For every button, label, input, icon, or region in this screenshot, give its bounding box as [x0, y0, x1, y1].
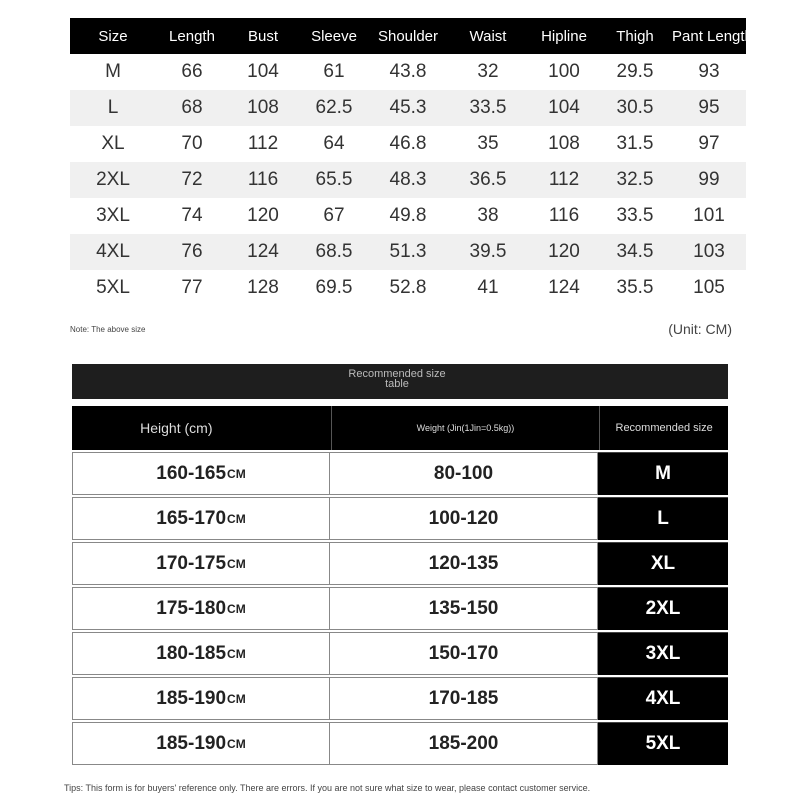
- table-cell: 104: [247, 61, 279, 82]
- size-chart-header: [70, 18, 753, 54]
- table-cell: 124: [247, 241, 279, 262]
- table-row: [70, 162, 746, 198]
- unit-label: (Unit: CM): [668, 321, 732, 337]
- recommended-size-cell: 3XL: [598, 632, 728, 675]
- table-row: [70, 198, 746, 234]
- table-cell: 33.5: [469, 97, 507, 118]
- header-size: Size: [98, 27, 128, 45]
- table-cell: 4XL: [96, 241, 130, 262]
- table-cell: 77: [181, 277, 203, 298]
- table-cell: 52.8: [389, 277, 427, 298]
- header-bust: Bust: [247, 27, 278, 45]
- height-unit: CM: [227, 736, 246, 751]
- height-unit: CM: [227, 556, 246, 571]
- table-row: [70, 234, 746, 270]
- tips-text: Tips: This form is for buyers' reference only. There are errors. If you are not sure what size to wear, please contact customer service.: [64, 783, 591, 793]
- header-thigh: Thigh: [616, 27, 654, 45]
- table-row: [70, 90, 746, 126]
- size-note: Note: The above size: [70, 325, 146, 334]
- table-row: [70, 270, 746, 306]
- height-value: 180-185: [156, 642, 227, 664]
- header-sleeve: Sleeve: [311, 27, 357, 45]
- height-unit: CM: [227, 511, 246, 526]
- height-unit: CM: [227, 601, 246, 616]
- height-cell: [72, 722, 330, 765]
- table-cell: 43.8: [389, 61, 427, 82]
- recommended-size-cell: L: [598, 497, 728, 540]
- table-cell: 61: [323, 61, 345, 82]
- size-chart-table: [70, 18, 753, 306]
- table-cell: 120: [548, 241, 580, 262]
- table-cell: 49.8: [389, 205, 427, 226]
- weight-cell: 120-135: [330, 542, 598, 585]
- height-value: 160-165: [156, 462, 227, 484]
- weight-cell: 80-100: [330, 452, 598, 495]
- table-cell: 108: [548, 133, 580, 154]
- recommended-header: [72, 406, 728, 450]
- header-waist: Waist: [469, 27, 507, 45]
- table-cell: 65.5: [315, 169, 353, 190]
- header-pant-length: Pant Length: [672, 27, 753, 45]
- table-cell: 29.5: [616, 61, 654, 82]
- table-cell: XL: [101, 133, 125, 154]
- table-cell: 66: [181, 61, 203, 82]
- table-cell: 33.5: [616, 205, 654, 226]
- table-cell: 45.3: [389, 97, 427, 118]
- recommended-size-cell: 5XL: [598, 722, 728, 765]
- weight-cell: 185-200: [330, 722, 598, 765]
- table-cell: 32.5: [616, 169, 654, 190]
- height-value: 175-180: [156, 597, 227, 619]
- height-value: 185-190: [156, 732, 227, 754]
- recommended-banner-title: Recommended size table: [348, 368, 446, 390]
- weight-cell: 150-170: [330, 632, 598, 675]
- table-cell: 69.5: [315, 277, 353, 298]
- table-cell: 64: [323, 133, 345, 154]
- height-unit: CM: [227, 646, 246, 661]
- table-cell: 2XL: [96, 169, 130, 190]
- header-height: Height (cm): [72, 406, 332, 450]
- table-cell: 104: [548, 97, 580, 118]
- recommended-row: [72, 722, 728, 765]
- table-cell: 120: [247, 205, 279, 226]
- table-cell: 38: [477, 205, 499, 226]
- height-value: 185-190: [156, 687, 227, 709]
- recommended-size-cell: 4XL: [598, 677, 728, 720]
- table-cell: 68.5: [315, 241, 353, 262]
- weight-cell: 100-120: [330, 497, 598, 540]
- recommended-size-table: [72, 406, 728, 765]
- table-cell: 3XL: [96, 205, 130, 226]
- table-cell: 41: [477, 277, 499, 298]
- table-cell: 39.5: [469, 241, 507, 262]
- header-hipline: Hipline: [541, 27, 587, 45]
- table-cell: 103: [693, 241, 725, 262]
- table-cell: 35.5: [616, 277, 654, 298]
- weight-cell: 135-150: [330, 587, 598, 630]
- table-cell: 72: [181, 169, 203, 190]
- table-cell: L: [107, 97, 119, 118]
- height-cell: [72, 587, 330, 630]
- table-cell: 30.5: [616, 97, 654, 118]
- weight-cell: 170-185: [330, 677, 598, 720]
- recommended-size-cell: XL: [598, 542, 728, 585]
- table-cell: 112: [548, 169, 580, 190]
- height-unit: CM: [227, 691, 246, 706]
- table-cell: 36.5: [469, 169, 507, 190]
- table-cell: 5XL: [96, 277, 130, 298]
- table-cell: 105: [693, 277, 725, 298]
- table-cell: 108: [247, 97, 279, 118]
- table-cell: 32: [477, 61, 499, 82]
- height-cell: [72, 542, 330, 585]
- height-cell: [72, 632, 330, 675]
- recommended-banner: [72, 364, 728, 399]
- header-length: Length: [169, 27, 215, 45]
- height-value: 165-170: [156, 507, 227, 529]
- table-cell: 46.8: [389, 133, 427, 154]
- table-cell: 76: [181, 241, 203, 262]
- table-cell: 74: [181, 205, 203, 226]
- table-cell: 68: [181, 97, 203, 118]
- table-cell: 31.5: [616, 133, 654, 154]
- table-cell: 97: [698, 133, 720, 154]
- recommended-row: [72, 497, 728, 540]
- height-unit: CM: [227, 466, 246, 481]
- recommended-row: [72, 632, 728, 675]
- table-cell: 35: [477, 133, 499, 154]
- table-cell: 124: [548, 277, 580, 298]
- table-cell: M: [105, 61, 121, 82]
- table-cell: 95: [698, 97, 720, 118]
- table-cell: 101: [693, 205, 725, 226]
- table-cell: 116: [548, 205, 580, 226]
- table-cell: 62.5: [315, 97, 353, 118]
- recommended-row: [72, 542, 728, 585]
- height-cell: [72, 677, 330, 720]
- height-value: 170-175: [156, 552, 227, 574]
- table-cell: 128: [247, 277, 279, 298]
- recommended-row: [72, 587, 728, 630]
- table-cell: 34.5: [616, 241, 654, 262]
- table-row: [70, 54, 746, 90]
- height-cell: [72, 497, 330, 540]
- recommended-row: [72, 452, 728, 495]
- table-cell: 112: [247, 133, 279, 154]
- header-recommended-size: Recommended size: [600, 406, 728, 450]
- header-shoulder: Shoulder: [377, 27, 439, 45]
- recommended-size-cell: 2XL: [598, 587, 728, 630]
- table-row: [70, 126, 746, 162]
- recommended-size-cell: M: [598, 452, 728, 495]
- table-cell: 100: [548, 61, 580, 82]
- table-cell: 51.3: [389, 241, 427, 262]
- height-cell: [72, 452, 330, 495]
- table-cell: 99: [698, 169, 720, 190]
- table-cell: 70: [181, 133, 203, 154]
- recommended-row: [72, 677, 728, 720]
- table-cell: 48.3: [389, 169, 427, 190]
- table-cell: 116: [247, 169, 279, 190]
- table-cell: 93: [698, 61, 720, 82]
- header-weight: Weight (Jin(1Jin=0.5kg)): [332, 406, 601, 450]
- table-cell: 67: [323, 205, 345, 226]
